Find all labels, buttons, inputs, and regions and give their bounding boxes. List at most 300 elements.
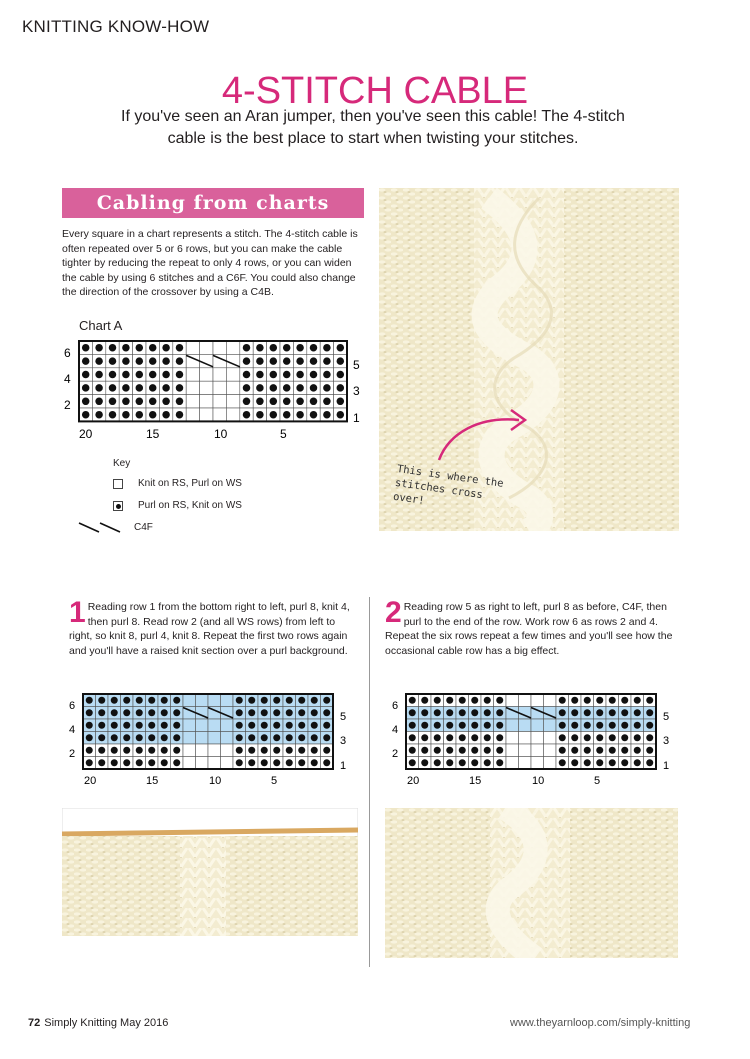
purl-dot: [311, 722, 318, 729]
purl-dot: [434, 697, 441, 704]
purl-dot: [484, 747, 491, 754]
chart-a-left-labels: [64, 346, 71, 412]
purl-dot: [337, 357, 345, 365]
purl-dot: [173, 759, 180, 766]
purl-dot: [136, 411, 144, 419]
row-label-right: 1: [340, 760, 347, 772]
purl-dot: [571, 697, 578, 704]
col-label: 15: [469, 775, 482, 787]
key-title: Key: [113, 458, 131, 469]
purl-dot: [261, 722, 268, 729]
purl-dot: [409, 747, 416, 754]
purl-dot: [248, 722, 255, 729]
chart-cell: [208, 732, 221, 745]
purl-dot: [123, 697, 130, 704]
purl-dot: [111, 734, 118, 741]
purl-dot: [496, 709, 503, 716]
purl-dot: [283, 398, 291, 406]
chart-cell: [226, 341, 239, 354]
key-item-knit: [113, 478, 242, 489]
page-title: 4-STITCH CABLE: [221, 70, 529, 112]
chart-cell: [531, 719, 544, 732]
purl-dot: [559, 759, 566, 766]
purl-dot: [484, 697, 491, 704]
col-label: 20: [407, 775, 420, 787]
purl-dot: [596, 709, 603, 716]
purl-dot: [634, 759, 641, 766]
row-label-left: 2: [392, 748, 399, 760]
purl-dot: [136, 722, 143, 729]
purl-dot: [176, 357, 184, 365]
purl-dot: [459, 747, 466, 754]
chart-cell: [208, 694, 221, 707]
purl-dot: [621, 722, 628, 729]
purl-dot: [111, 747, 118, 754]
purl-dot: [298, 709, 305, 716]
row-label-left: 4: [69, 724, 76, 736]
purl-dot: [173, 747, 180, 754]
purl-dot: [496, 697, 503, 704]
purl-dot: [86, 697, 93, 704]
purl-dot: [270, 344, 278, 352]
step-1-number: 1: [69, 596, 86, 629]
purl-dot: [248, 697, 255, 704]
purl-dot: [256, 411, 264, 419]
chart-cell: [183, 757, 196, 770]
purl-dot: [421, 747, 428, 754]
purl-dot: [471, 759, 478, 766]
purl-dot: [584, 759, 591, 766]
purl-dot: [122, 344, 130, 352]
row-label-left: 4: [64, 372, 71, 386]
purl-dot: [471, 734, 478, 741]
purl-dot: [471, 747, 478, 754]
purl-dot: [95, 371, 103, 379]
purl-dot: [286, 734, 293, 741]
purl-dot: [337, 411, 345, 419]
purl-dot: [646, 734, 653, 741]
purl-dot: [149, 384, 157, 392]
purl-dot: [162, 398, 170, 406]
chart-cell: [544, 757, 557, 770]
purl-dot: [459, 734, 466, 741]
chart-cell: [226, 381, 239, 394]
purl-dot: [434, 709, 441, 716]
purl-dot: [98, 734, 105, 741]
purl-dot: [136, 357, 144, 365]
chart-cell: [200, 408, 213, 421]
chart-cell: [196, 757, 209, 770]
purl-dot: [571, 722, 578, 729]
purl-dot: [136, 734, 143, 741]
purl-dot: [148, 734, 155, 741]
purl-dot: [173, 697, 180, 704]
empty-square-icon: [113, 479, 123, 489]
purl-dot: [484, 734, 491, 741]
purl-dot: [283, 371, 291, 379]
purl-dot: [161, 709, 168, 716]
purl-dot: [136, 344, 144, 352]
purl-dot: [471, 722, 478, 729]
purl-dot: [484, 709, 491, 716]
chart-cell: [200, 395, 213, 408]
purl-dot: [571, 709, 578, 716]
chart-cell: [208, 719, 221, 732]
row-label-left: 4: [392, 724, 399, 736]
chart-a-title: Chart A: [79, 318, 123, 333]
knitting-needle-photo: [62, 808, 358, 960]
purl-dot: [310, 344, 318, 352]
purl-dot: [86, 747, 93, 754]
purl-dot: [236, 759, 243, 766]
purl-dot: [256, 384, 264, 392]
purl-dot: [122, 411, 130, 419]
purl-dot: [559, 747, 566, 754]
purl-dot: [283, 357, 291, 365]
chart-cell: [186, 395, 199, 408]
chart-cell: [221, 719, 234, 732]
purl-dot: [609, 709, 616, 716]
purl-dot: [248, 734, 255, 741]
purl-dot: [621, 759, 628, 766]
purl-dot: [273, 697, 280, 704]
purl-dot: [136, 759, 143, 766]
purl-dot: [584, 709, 591, 716]
step-1-body: Reading row 1 from the bottom right to left, purl 8, knit 4, then purl 8. Read row 2 (and all WS rows) from left to right, so knit 8, purl 4, knit 8. Repeat the first two rows again and you'll have a raised knit section over a purl background.: [69, 601, 350, 657]
purl-dot: [446, 747, 453, 754]
purl-dot: [149, 371, 157, 379]
row-label-right: 3: [340, 735, 347, 747]
step-2-number: 2: [385, 596, 402, 629]
chart-cell: [506, 694, 519, 707]
purl-dot: [446, 709, 453, 716]
key-label: C4F: [134, 521, 153, 533]
purl-dot: [95, 411, 103, 419]
chart-cell: [531, 757, 544, 770]
purl-dot: [162, 384, 170, 392]
cabling-banner: Cabling from charts: [62, 188, 364, 218]
purl-dot: [136, 398, 144, 406]
purl-dot: [286, 747, 293, 754]
chart-cell: [213, 395, 226, 408]
purl-dot: [261, 734, 268, 741]
purl-dot: [236, 747, 243, 754]
purl-dot: [646, 709, 653, 716]
purl-dot: [148, 697, 155, 704]
purl-dot: [248, 759, 255, 766]
purl-dot: [82, 357, 90, 365]
purl-dot: [323, 759, 330, 766]
row-label-right: 5: [353, 358, 360, 372]
purl-dot: [136, 697, 143, 704]
purl-dot: [584, 722, 591, 729]
purl-dot: [311, 734, 318, 741]
footer-url[interactable]: www.theyarnloop.com/simply-knitting: [510, 1017, 691, 1029]
purl-dot: [270, 357, 278, 365]
purl-dot: [310, 357, 318, 365]
purl-dot: [571, 759, 578, 766]
purl-dot: [434, 734, 441, 741]
purl-dot: [298, 734, 305, 741]
purl-dot: [123, 734, 130, 741]
purl-dot: [149, 344, 157, 352]
col-label: 5: [280, 427, 287, 441]
purl-dot: [136, 709, 143, 716]
purl-dot: [609, 697, 616, 704]
chart-cell: [506, 719, 519, 732]
purl-dot: [261, 747, 268, 754]
purl-dot: [296, 384, 304, 392]
chart-cell: [200, 368, 213, 381]
chart-cell: [531, 744, 544, 757]
purl-dot: [634, 709, 641, 716]
purl-dot: [559, 722, 566, 729]
purl-dot: [270, 411, 278, 419]
chart-cell: [544, 732, 557, 745]
purl-dot: [86, 734, 93, 741]
purl-dot: [559, 697, 566, 704]
purl-dot: [270, 398, 278, 406]
col-label: 10: [209, 775, 222, 787]
chart-cell: [226, 395, 239, 408]
chart-cell: [544, 744, 557, 757]
chart-cell: [186, 381, 199, 394]
chart-cell: [506, 744, 519, 757]
purl-dot: [82, 384, 90, 392]
purl-dot: [584, 734, 591, 741]
purl-dot: [162, 411, 170, 419]
purl-dot: [621, 734, 628, 741]
chart-cell: [506, 732, 519, 745]
purl-dot: [409, 697, 416, 704]
purl-dot: [421, 734, 428, 741]
purl-dot: [634, 697, 641, 704]
purl-dot: [286, 722, 293, 729]
purl-dot: [421, 759, 428, 766]
purl-dot: [86, 709, 93, 716]
chart-cell: [531, 694, 544, 707]
purl-dot: [496, 747, 503, 754]
purl-dot: [283, 384, 291, 392]
key-label: Knit on RS, Purl on WS: [138, 478, 242, 489]
column-divider: [369, 597, 370, 967]
purl-dot: [459, 697, 466, 704]
purl-dot: [136, 384, 144, 392]
purl-dot: [434, 722, 441, 729]
purl-dot: [109, 371, 117, 379]
purl-dot: [571, 747, 578, 754]
purl-dot: [149, 398, 157, 406]
purl-dot: [446, 697, 453, 704]
row-label-left: 6: [392, 700, 399, 712]
purl-dot: [95, 384, 103, 392]
purl-dot: [596, 734, 603, 741]
purl-dot: [310, 371, 318, 379]
purl-dot: [311, 759, 318, 766]
purl-dot: [123, 747, 130, 754]
purl-dot: [621, 747, 628, 754]
purl-dot: [609, 734, 616, 741]
purl-dot: [596, 722, 603, 729]
purl-dot: [173, 709, 180, 716]
chart-cell: [196, 694, 209, 707]
chart-cell: [506, 757, 519, 770]
purl-dot: [111, 759, 118, 766]
col-label: 10: [532, 775, 545, 787]
purl-dot: [173, 722, 180, 729]
purl-dot: [95, 344, 103, 352]
purl-dot: [559, 734, 566, 741]
section-label: KNITTING KNOW-HOW: [22, 17, 210, 36]
purl-dot: [434, 747, 441, 754]
chart-cell: [183, 719, 196, 732]
purl-dot: [296, 344, 304, 352]
cable-photo-result: [385, 808, 678, 958]
purl-dot: [311, 747, 318, 754]
purl-dot: [248, 747, 255, 754]
purl-dot: [236, 697, 243, 704]
purl-dot: [310, 411, 318, 419]
purl-dot: [337, 371, 345, 379]
purl-dot: [243, 411, 251, 419]
purl-dot: [621, 709, 628, 716]
purl-dot: [609, 747, 616, 754]
row-label-right: 1: [663, 760, 670, 772]
row-label-right: 3: [353, 384, 360, 398]
purl-dot: [95, 357, 103, 365]
purl-dot: [596, 747, 603, 754]
purl-dot: [148, 747, 155, 754]
purl-dot: [584, 697, 591, 704]
purl-dot: [471, 709, 478, 716]
purl-dot: [646, 697, 653, 704]
chart-cell: [519, 744, 532, 757]
chart-cell: [221, 694, 234, 707]
step-2-text: [385, 596, 675, 658]
chart-cell: [519, 757, 532, 770]
purl-dot: [434, 759, 441, 766]
purl-dot: [298, 722, 305, 729]
purl-dot: [646, 722, 653, 729]
purl-dot: [270, 384, 278, 392]
chart-step-1: [66, 690, 366, 788]
col-label: 5: [271, 775, 278, 787]
purl-dot: [459, 722, 466, 729]
step-2-body: Reading row 5 as right to left, purl 8 as before, C4F, then purl to the end of the row. Work row 6 as rows 2 and 4. Repeat the six rows repeat a few times and you'll see how the occasional cable row has a big effect.: [385, 601, 673, 657]
purl-dot: [162, 371, 170, 379]
purl-dot: [283, 344, 291, 352]
cable-slashes-icon: [78, 521, 122, 533]
purl-dot: [149, 411, 157, 419]
purl-dot: [98, 709, 105, 716]
purl-dot: [286, 759, 293, 766]
cabling-body-text: Every square in a chart represents a stitch. The 4-stitch cable is often repeated over 5 or 6 rows, but you can make the cable tighter by reducing the repeat to only 4 rows, or you can widen the cable by using 6 stitches and a C6F. You could also change the direction of the crossover by using a C4B.: [62, 228, 358, 298]
purl-dot: [173, 734, 180, 741]
purl-dot: [596, 759, 603, 766]
purl-dot: [261, 759, 268, 766]
purl-dot: [243, 357, 251, 365]
purl-dot: [109, 384, 117, 392]
chart-cell: [183, 732, 196, 745]
purl-dot: [298, 759, 305, 766]
purl-dot: [283, 411, 291, 419]
purl-dot: [337, 398, 345, 406]
purl-dot: [176, 411, 184, 419]
key-item-c4f: [78, 521, 153, 533]
chart-cell: [221, 732, 234, 745]
purl-dot: [261, 697, 268, 704]
purl-dot: [323, 344, 331, 352]
purl-dot: [584, 747, 591, 754]
purl-dot: [236, 709, 243, 716]
purl-dot: [634, 747, 641, 754]
chart-cell: [221, 744, 234, 757]
purl-dot: [270, 371, 278, 379]
purl-dot: [446, 759, 453, 766]
key-item-purl: [113, 500, 242, 511]
page-number: 72: [28, 1017, 41, 1029]
chart-cell: [213, 368, 226, 381]
chart-cell: [183, 744, 196, 757]
purl-dot: [243, 398, 251, 406]
chart-step-2: [389, 690, 689, 788]
purl-dot: [176, 344, 184, 352]
row-label-right: 5: [340, 711, 347, 723]
purl-dot: [323, 697, 330, 704]
purl-dot: [243, 384, 251, 392]
chart-cell: [519, 732, 532, 745]
purl-dot: [634, 734, 641, 741]
purl-dot: [256, 371, 264, 379]
purl-dot: [161, 734, 168, 741]
purl-dot: [161, 722, 168, 729]
purl-dot: [161, 759, 168, 766]
purl-dot: [323, 398, 331, 406]
purl-dot: [136, 747, 143, 754]
purl-dot: [109, 344, 117, 352]
purl-dot: [98, 747, 105, 754]
photo-annotation: This is where the stitches cross over!: [392, 462, 505, 508]
purl-dot: [310, 398, 318, 406]
purl-dot: [484, 722, 491, 729]
row-label-right: 5: [663, 711, 670, 723]
purl-dot: [446, 734, 453, 741]
purl-dot: [86, 759, 93, 766]
purl-dot: [596, 697, 603, 704]
purl-dot: [148, 759, 155, 766]
purl-dot: [236, 722, 243, 729]
purl-dot: [176, 371, 184, 379]
chart-a-right-labels: [353, 358, 360, 425]
purl-dot: [161, 747, 168, 754]
purl-dot: [286, 709, 293, 716]
purl-dot: [296, 398, 304, 406]
purl-dot: [311, 709, 318, 716]
purl-dot: [273, 759, 280, 766]
footer-left: [28, 1017, 168, 1029]
purl-dot: [459, 759, 466, 766]
purl-dot: [323, 747, 330, 754]
purl-dot: [496, 734, 503, 741]
purl-dot: [161, 697, 168, 704]
purl-dot: [82, 371, 90, 379]
col-label: 5: [594, 775, 601, 787]
purl-dot: [409, 709, 416, 716]
purl-dot: [273, 734, 280, 741]
col-label: 20: [84, 775, 97, 787]
purl-dot: [323, 709, 330, 716]
purl-dot: [122, 357, 130, 365]
